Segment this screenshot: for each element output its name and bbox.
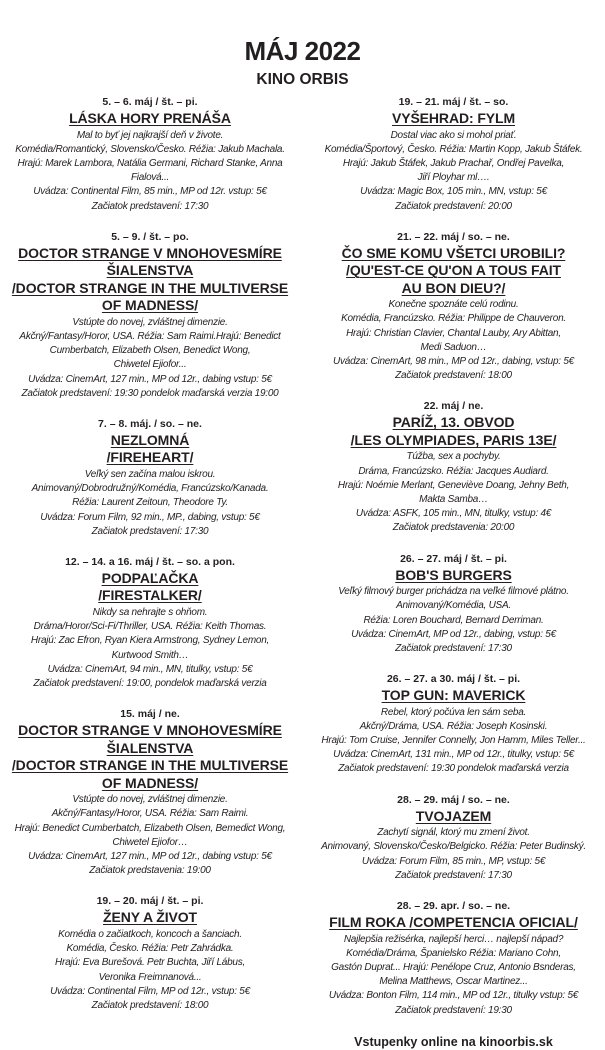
right-column — [302, 95, 605, 1050]
film-info-line: Uvádza: Continental Film, MP od 12r., vstup: 5€ — [50, 985, 250, 997]
film-info-line: Veronika Freimnanová... — [98, 971, 202, 983]
film-info-line: Uvádza: Forum Film, 92 min., MP., dabing, vstup: 5€ — [40, 511, 260, 523]
film-info-line: Hrajú: Noémie Merlant, Geneviève Doang, Jehny Beth, — [337, 479, 570, 491]
film-title: /DOCTOR STRANGE IN THE MULTIVERSE — [11, 757, 289, 774]
film-info-line: Začiatok predstavení: 18:00 — [395, 370, 512, 382]
film-title: LÁSKA HORY PRENÁŠA — [69, 110, 231, 126]
page-title: MÁJ 2022 — [244, 36, 361, 66]
film-title: /FIRESTALKER/ — [98, 587, 202, 604]
film-info-line: Rebel, ktorý počúva len sám seba. — [380, 706, 527, 718]
film-info-line: Začiatok predstavenia: 19:00 — [89, 865, 211, 877]
film-info-line: Réžia: Laurent Zeitoun, Theodore Ty. — [72, 497, 228, 509]
film-title: OF MADNESS/ — [101, 774, 199, 791]
screening-dates: 28. – 29. máj / so. – ne. — [397, 793, 510, 806]
film-info-line: Začiatok predstavení: 20:00 — [395, 200, 512, 212]
film-title: DOCTOR STRANGE V MNOHOVESMÍRE — [18, 722, 282, 739]
film-listing — [302, 793, 605, 883]
film-title: VYŠEHRAD: FYLM — [391, 110, 516, 126]
film-info-line: Hrajú: Zac Efron, Ryan Kiera Armstrong, Sydney Lemon, — [30, 635, 270, 647]
screening-dates: 26. – 27. máj / št. – pi. — [400, 552, 507, 565]
film-info-line: Dráma/Horor/Sci-Fi/Thriller, USA. Réžia: Keith Thomas. — [33, 621, 267, 633]
film-info-line: Konečne spoznáte celú rodinu. — [388, 299, 519, 311]
film-info-line: Komédia/Dráma, Španielsko Réžia: Mariano Cohn, — [346, 947, 561, 959]
film-listing — [0, 230, 300, 401]
film-title: ŠIALENSTVA — [106, 739, 194, 756]
film-info-line: Uvádza: CinemArt, MP od 12r., dabing, vstup: 5€ — [351, 628, 556, 640]
film-listing — [0, 894, 300, 1013]
film-info-line: Akčný/Fantasy/Horor, USA. Réžia: Sam Raimi. — [51, 808, 249, 820]
screening-dates: 5. – 9. / št. – po. — [111, 230, 189, 243]
screening-dates: 26. – 27. a 30. máj / št. – pi. — [386, 673, 521, 686]
film-title: PARÍŽ, 13. OBVOD — [392, 414, 515, 431]
film-title: /QU'EST-CE QU'ON A TOUS FAIT — [346, 262, 561, 279]
screening-dates: 19. – 20. máj / št. – pi. — [96, 895, 204, 908]
film-info-line: Réžia: Loren Bouchard, Bernard Derriman. — [363, 614, 544, 626]
film-listing — [302, 899, 605, 1018]
film-info-line: Začiatok predstavení: 17:30 — [91, 525, 209, 537]
film-listing — [0, 707, 300, 878]
film-info-line: Uvádza: Forum Film, 85 min., MP, vstup: 5€ — [361, 855, 546, 867]
film-info-line: Nikdy sa nehrajte s ohňom. — [92, 606, 208, 618]
film-title: NEZLOMNÁ — [110, 431, 190, 448]
film-info-line: Hrajú: Benedict Cumberbatch, Elizabeth Olsen, Bemedict Wong, — [14, 822, 286, 834]
film-info-line: Komédia, Česko. Réžia: Petr Zahrádka. — [66, 943, 234, 955]
film-info-line: Uvádza: CinemArt, 98 min., MP od 12r., dabing, vstup: 5€ — [333, 356, 574, 368]
film-title: /DOCTOR STRANGE IN THE MULTIVERSE — [11, 279, 289, 296]
film-info-line: Veľký sen začína malou iskrou. — [84, 468, 216, 480]
film-info-line: Túžba, sex a pochyby. — [406, 451, 501, 463]
screening-dates: 22. máj / ne. — [423, 400, 484, 413]
film-info-line: Gastón Duprat... Hrajú: Penélope Cruz, Antonio Bsnderas, — [331, 961, 576, 973]
film-info-line: Animovaný, Slovensko/Česko/Belgicko. Réžia: Peter Budinský. — [321, 841, 586, 853]
film-info-line: Uvádza: Continental Film, 85 min., MP od 12r. vstup: 5€ — [33, 186, 267, 198]
film-info-line: Komédia/Športový, Česko. Réžia: Martin Kopp, Jakub Štáfek. — [324, 143, 583, 155]
film-info-line: Začiatok predstavení: 19:30 pondelok maďarská verzia 19:00 — [21, 387, 279, 399]
film-info-line: Hrajú: Jakub Štáfek, Jakub Prachař, Ondřej Pavelka, — [342, 157, 565, 169]
film-info-line: Hrajú: Christian Clavier, Chantal Lauby, Ary Abittan, — [346, 327, 561, 339]
film-info-line: Začiatok predstavení: 19:00, pondelok maďarská verzia — [33, 677, 267, 689]
film-info-line: Jiří Ployhar ml…. — [417, 172, 490, 184]
film-listing — [302, 552, 605, 657]
screening-dates: 7. – 8. máj. / so. – ne. — [98, 417, 202, 430]
film-info-line: Začiatok predstavení: 19:30 — [395, 1004, 512, 1016]
film-title: PODPAĽAČKA — [101, 569, 199, 586]
film-info-line: Medi Saduon… — [420, 341, 487, 353]
screening-dates: 12. – 14. a 16. máj / št. – so. a pon. — [65, 555, 235, 568]
film-info-line: Hrajú: Eva Burešová. Petr Buchta, Jiří Lábus, — [55, 957, 245, 969]
film-info-line: Kurtwood Smith… — [111, 649, 189, 661]
film-info-line: Melina Matthews, Oscar Martinez... — [379, 976, 528, 988]
film-info-line: Komédia, Francúzsko. Réžia: Philippe de Chauveron. — [341, 313, 566, 325]
film-info-line: Hrajú: Marek Lambora, Natália Germani, Richard Stanke, Anna — [17, 157, 283, 169]
film-info-line: Akčný/Fantasy/Horor, USA. Réžia: Sam Raimi.Hrajú: Benedict — [19, 330, 281, 342]
film-info-line: Začiatok predstavení: 19:30 pondelok maďarská verzia — [338, 763, 569, 775]
film-info-line: Veľký filmový burger prichádza na veľké filmové plátno. — [338, 586, 569, 598]
film-info-line: Uvádza: CinemArt, 94 min., MN, titulky, vstup: 5€ — [47, 663, 253, 675]
film-info-line: Uvádza: Bonton Film, 114 min., MP od 12r., titulky vstup: 5€ — [328, 990, 579, 1002]
film-title: ČO SME KOMU VŠETCI UROBILI? — [341, 244, 566, 261]
film-listing — [302, 399, 605, 535]
film-title: /LES OLYMPIADES, PARIS 13E/ — [350, 431, 557, 448]
film-info-line: Uvádza: CinemArt, 127 min., MP od 12r., dabing vstup: 5€ — [28, 850, 272, 862]
screening-dates: 28. – 29. apr. / so. – ne. — [396, 900, 511, 912]
film-info-line: Komédia o začiatkoch, koncoch a šanciach. — [58, 928, 242, 940]
film-listing — [0, 555, 300, 691]
tickets-online-link[interactable]: Vstupenky online na kinoorbis.sk — [354, 1034, 553, 1049]
film-info-line: Dráma, Francúzsko. Réžia: Jacques Audiard. — [358, 465, 549, 477]
film-info-line: Fialová... — [130, 172, 170, 184]
film-info-line: Animovaný/Komédia, USA. — [396, 600, 511, 612]
film-listing — [302, 95, 605, 214]
film-info-line: Začiatok predstavení: 17:30 — [395, 869, 512, 881]
film-listing — [0, 417, 300, 539]
film-info-line: Chiwetel Ejiofor… — [112, 836, 188, 848]
screening-dates: 5. – 6. máj / št. – pi. — [102, 96, 198, 108]
screening-dates: 19. – 21. máj / št. – so. — [398, 96, 509, 108]
film-title: FILM ROKA /COMPETENCIA OFICIAL/ — [329, 914, 578, 930]
film-info-line: Začiatok predstavení: 17:30 — [91, 200, 209, 212]
film-title: DOCTOR STRANGE V MNOHOVESMÍRE — [18, 244, 282, 261]
film-info-line: Cumberbatch, Elizabeth Olsen, Benedict Wong, — [49, 345, 251, 357]
film-title: TOP GUN: MAVERICK — [381, 687, 526, 704]
film-info-line: Najlepšia režisérka, najlepší herci… najlepší nápad? — [343, 933, 564, 945]
film-info-line: Uvádza: CinemArt, 127 min., MP od 12r., dabing vstup: 5€ — [28, 373, 272, 385]
film-info-line: Hrajú: Tom Cruise, Jennifer Connelly, Jon Hamm, Miles Teller... — [321, 735, 586, 747]
film-listing — [302, 672, 605, 777]
film-title: BOB'S BURGERS — [395, 566, 512, 583]
screening-dates: 21. – 22. máj / so. – ne. — [397, 230, 510, 243]
film-info-line: Začiatok predstavenia: 20:00 — [392, 522, 515, 534]
film-listing — [302, 230, 605, 384]
film-info-line: Chiwetel Ejiofor... — [113, 359, 187, 371]
film-info-line: Uvádza: Magic Box, 105 min., MN, vstup: 5€ — [360, 186, 547, 198]
film-info-line: Dostal viac ako si mohol priať. — [390, 129, 517, 141]
film-title: OF MADNESS/ — [101, 297, 199, 314]
film-title: /FIREHEART/ — [106, 449, 194, 466]
film-info-line: Vstúpte do novej, zvláštnej dimenzie. — [72, 316, 228, 328]
film-title: ŠIALENSTVA — [106, 262, 194, 279]
left-column — [0, 95, 300, 1029]
film-info-line: Makta Samba… — [419, 494, 488, 506]
film-info-line: Akčný/Dráma, USA. Réžia: Joseph Kosinski. — [359, 720, 548, 732]
film-title: ŽENY A ŽIVOT — [103, 909, 197, 926]
film-info-line: Vstúpte do novej, zvláštnej dimenzie. — [72, 794, 228, 806]
film-info-line: Začiatok predstavení: 17:30 — [395, 642, 512, 654]
film-listing — [0, 95, 300, 214]
screening-dates: 15. máj / ne. — [120, 708, 180, 721]
film-info-line: Animovaný/Dobrodružný/Komédia, Francúzsko/Kanada. — [31, 483, 269, 495]
film-title: AU BON DIEU?/ — [401, 279, 506, 296]
cinema-name: KINO ORBIS — [256, 71, 349, 88]
film-info-line: Mal to byť jej najkrajší deň v živote. — [76, 129, 224, 141]
film-info-line: Uvádza: ASFK, 105 min., MN, titulky, vstup: 4€ — [355, 508, 552, 520]
film-info-line: Začiatok predstavení: 18:00 — [91, 999, 209, 1011]
film-info-line: Komédia/Romantický, Slovensko/Česko. Réžia: Jakub Machala. — [15, 143, 285, 155]
film-info-line: Uvádza: CinemArt, 131 min., MP od 12r., titulky, vstup: 5€ — [333, 749, 574, 761]
film-info-line: Zachytí signál, ktorý mu zmení život. — [377, 827, 530, 839]
film-title: TVOJAZEM — [415, 807, 492, 824]
